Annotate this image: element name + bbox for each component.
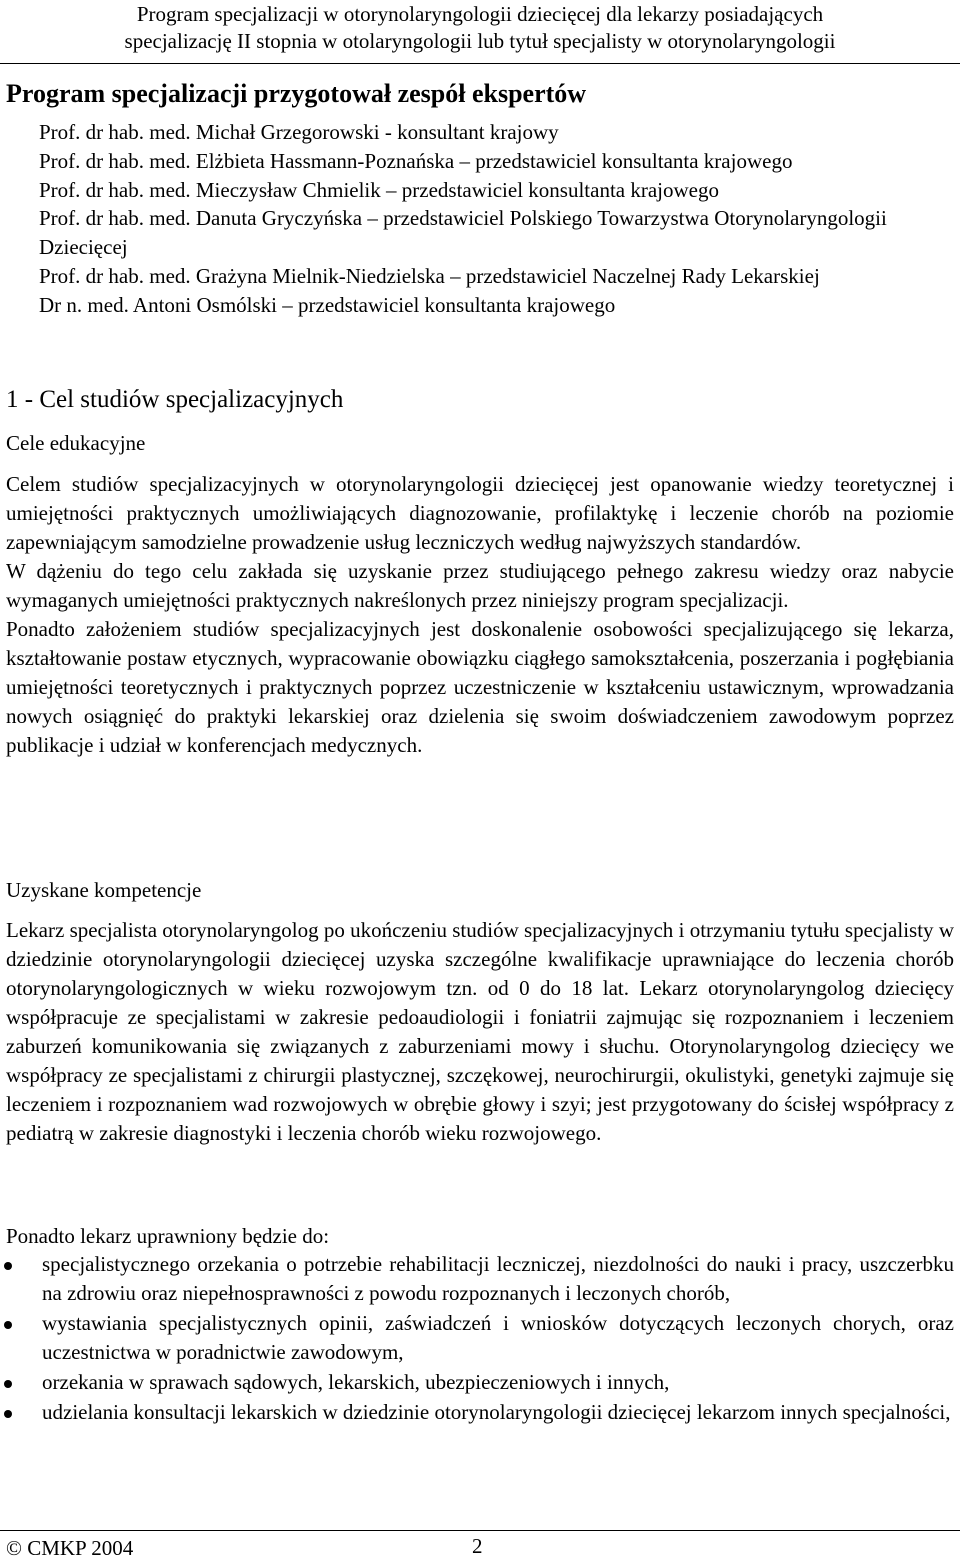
bullet-icon xyxy=(4,1262,12,1270)
experts-heading: Program specjalizacji przygotował zespół ekspertów xyxy=(6,79,587,108)
experts-list xyxy=(39,118,919,320)
entitled-item-text: orzekania w sprawach sądowych, lekarskich, ubezpieczeniowych i innych, xyxy=(42,1370,670,1394)
expert-item: Prof. dr hab. med. Michał Grzegorowski - konsultant krajowy xyxy=(39,120,559,144)
footer-copyright: © CMKP 2004 xyxy=(6,1536,134,1560)
competence-paragraph: Lekarz specjalista otorynolaryngolog po ukończeniu studiów specjalizacyjnych i otrzymaniu tytułu specjalisty w dziedzinie otorynolaryngologii dziecięcej uzyska szczególne kwalifikacje uprawniające do leczenia chorób otorynolaryngologicznych w wieku rozwojowym tzn. od 0 do 18 lat. Lekarz otorynolaryngolog dziecięcy współpracuje ze specjalistami w zakresie pedoaudiologii i foniatrii zajmując się rozpoznaniem i leczeniem zaburzeń komunikowania się związanych z zaburzeniami mowy i słuchu. Otorynolaryngolog dziecięcy we współpracy ze specjalistami z chirurgii plastycznej, szczękowej, neurochirurgii, okulistyki, genetyki zajmuje się leczeniem i rozpoznaniem wad rozwojowych w obrębie głowy i szyi; jest przygotowany do ścisłej współpracy z pediatrą w zakresie diagnostyki i leczenia chorób wieku rozwojowego. xyxy=(6,918,954,1145)
footer-divider xyxy=(0,1530,960,1531)
goals-heading: Cele edukacyjne xyxy=(6,431,146,455)
goals-paragraph: Celem studiów specjalizacyjnych w otorynolaryngologii dziecięcej jest opanowanie wiedzy teoretycznej i umiejętności praktycznych umożliwiających diagnozowanie, profilaktykę i leczenie chorób na poziomie zapewniającym samodzielne prowadzenie usług leczniczych według najwyższych standardów. xyxy=(6,472,954,554)
expert-item: Dr n. med. Antoni Osmólski – przedstawiciel konsultanta krajowego xyxy=(39,292,616,317)
entitled-item xyxy=(0,1398,954,1427)
entitled-item-text: wystawiania specjalistycznych opinii, zaświadczeń i wniosków dotyczących leczonych chorych, oraz uczestnictwa w poradnictwie zawodowym, xyxy=(42,1311,954,1364)
page-number: 2 xyxy=(472,1534,483,1558)
goals-paragraph: Ponadto założeniem studiów specjalizacyjnych jest doskonalenie osobowości specjalizującego się lekarza, kształtowanie postaw etycznych, wypracowanie obowiązku ciągłego samokształcenia, poszerzania i pogłębiania umiejętności teoretycznych i praktycznych poprzez uczestniczenie w kształceniu ustawicznym, wprowadzania nowych osiągnięć do praktyki lekarskiej oraz dzielenia się swoim doświadczeniem zawodowym poprzez publikacje i udział w konferencjach medycznych. xyxy=(6,617,954,757)
section-title: 1 - Cel studiów specjalizacyjnych xyxy=(6,386,344,413)
header-line-2: specjalizację II stopnia w otolaryngologii lub tytuł specjalisty w otorynolaryngologii xyxy=(124,29,836,53)
expert-item: Prof. dr hab. med. Mieczysław Chmielik – przedstawiciel konsultanta krajowego xyxy=(39,177,719,202)
page-header xyxy=(0,0,960,64)
competence-text xyxy=(6,916,954,1148)
entitled-item-text: specjalistycznego orzekania o potrzebie rehabilitacji leczniczej, niezdolności do nauki i pracy, uszczerbku na zdrowiu oraz niepełnosprawności z powodu rozpoznanych i leczonych chorób, xyxy=(42,1252,954,1305)
entitled-item xyxy=(0,1250,954,1308)
expert-item: Prof. dr hab. med. Danuta Gryczyńska – przedstawiciel Polskiego Towarzystwa Otorynolaryngologii Dziecięcej xyxy=(39,206,887,260)
header-line-1: Program specjalizacji w otorynolaryngologii dziecięcej dla lekarzy posiadających xyxy=(136,2,824,26)
expert-item: Prof. dr hab. med. Elżbieta Hassmann-Poznańska – przedstawiciel konsultanta krajowego xyxy=(39,148,793,173)
competence-heading: Uzyskane kompetencje xyxy=(6,878,202,902)
entitled-intro-text: Ponadto lekarz uprawniony będzie do: xyxy=(6,1224,330,1248)
entitled-item-text: udzielania konsultacji lekarskich w dziedzinie otorynolaryngologii dziecięcej lekarzom innych specjalności, xyxy=(42,1400,951,1424)
entitled-intro xyxy=(6,1222,954,1251)
bullet-icon xyxy=(4,1380,12,1388)
bullet-icon xyxy=(4,1321,12,1329)
entitled-list xyxy=(0,1250,954,1428)
goals-text xyxy=(6,470,954,760)
expert-item: Prof. dr hab. med. Grażyna Mielnik-Niedzielska – przedstawiciel Naczelnej Rady Lekarskiej xyxy=(39,263,820,288)
entitled-item xyxy=(0,1368,954,1397)
entitled-item xyxy=(0,1309,954,1367)
bullet-icon xyxy=(4,1410,12,1418)
goals-paragraph: W dążeniu do tego celu zakłada się uzyskanie przez studiującego pełnego zakresu wiedzy oraz nabycie wymaganych umiejętności praktycznych nakreślonych przez niniejszy program specjalizacji. xyxy=(6,559,954,612)
